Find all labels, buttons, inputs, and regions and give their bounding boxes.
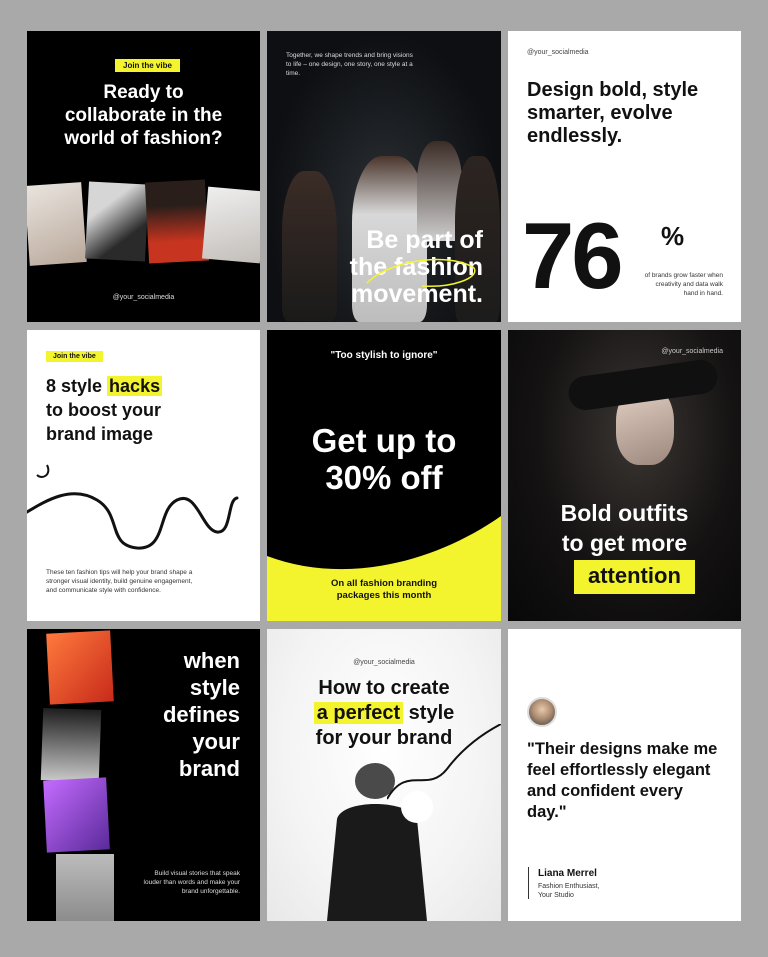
social-handle: @your_socialmedia [661,348,723,355]
headline-line: the fashion [349,253,483,281]
footer-line: On all fashion branding [330,578,438,589]
headline-line: world of fashion? [64,128,223,149]
card-testimonial[interactable] [508,629,741,921]
brush-squiggle [387,724,501,804]
fashion-photo [27,182,87,266]
headline-line: smarter, evolve [527,102,673,124]
card-style-hacks[interactable] [27,330,260,621]
tagline-quote: "Too stylish to ignore" [330,350,438,361]
headline-line: Design bold, style [527,79,699,101]
headline-line: to get more [561,530,688,556]
headline-line: endlessly. [527,125,623,147]
headline-line [46,374,246,398]
headline-line: your [192,729,240,754]
social-handle: @your_socialmedia [353,659,415,666]
headline-line: style [189,675,240,700]
headline-line: Bold outfits [560,500,689,526]
stat-value: 76 [522,203,621,308]
headline-line: to boost your [46,400,161,420]
headline-line: movement. [351,280,483,308]
testimonial-quote: "Their designs make me feel effortlessly elegant and confident every day." [527,740,718,821]
card-headline [46,374,246,446]
headline-line: collaborate in the [64,105,223,126]
attention-highlight: attention [574,560,695,594]
card-headline [163,647,240,782]
card-discount[interactable] [267,330,501,621]
card-headline [508,498,741,558]
headline-line [267,701,501,726]
card-headline [527,79,727,148]
headline-highlight: a perfect [314,702,403,724]
fashion-photo [41,708,101,782]
headline-line: brand image [46,424,154,444]
headline-line: for your brand [315,727,453,749]
social-handle: @your_socialmedia [527,49,589,56]
offer-footer [267,578,501,602]
headline-line: Get up to [311,422,457,459]
headline-text: style [403,702,455,724]
headline-line: Ready to [103,82,184,103]
headline-line: Be part of [366,226,483,254]
card-description: Build visual stories that speak louder than words and make your brand unforgettable. [143,870,240,895]
author-name: Liana Merrel [538,868,597,879]
social-handle: @your_socialmedia [112,294,175,301]
fashion-photo [56,854,114,921]
headline-line: How to create [318,677,450,699]
stat-unit: % [661,221,685,251]
card-collaborate[interactable] [27,31,260,322]
join-vibe-badge: Join the vibe [46,351,103,362]
card-description: These ten fashion tips will help your brand shape a stronger visual identity, build genuine engagement, and communicate style with confidence. [46,569,193,594]
author-role [538,882,599,900]
yellow-scribble [362,253,482,293]
headline-line: when [183,648,240,673]
card-headline [267,422,501,496]
avatar [527,697,557,727]
intro-text: Together, we shape trends and bring visions to life – one design, one story, one style at a time. [286,52,413,77]
divider [528,867,529,899]
headline-line: 30% off [325,459,443,496]
card-stat[interactable] [508,31,741,322]
fashion-photo [46,630,114,704]
role-line: Your Studio [538,892,574,899]
card-fashion-movement[interactable] [267,31,501,322]
card-bold-outfits[interactable] [508,330,741,621]
card-how-to[interactable] [267,629,501,921]
headline-line: defines [162,702,240,727]
group-photo [282,171,337,321]
brush-squiggle [27,460,260,560]
headline-text: 8 style [46,376,108,396]
headline-highlight: hacks [109,376,161,396]
fashion-photo [145,179,209,263]
fashion-photo [43,777,110,852]
role-line: Fashion Enthusiast, [538,883,600,890]
fashion-photo [85,181,149,261]
join-vibe-badge: Join the vibe [115,59,180,72]
card-headline [27,81,260,150]
card-style-defines[interactable] [27,629,260,921]
stat-note: of brands grow faster when creativity and data walk hand in hand. [644,272,723,297]
footer-line: packages this month [336,590,432,601]
yellow-wave [267,516,501,621]
fashion-photo [202,187,260,264]
headline-line: brand [178,756,240,781]
